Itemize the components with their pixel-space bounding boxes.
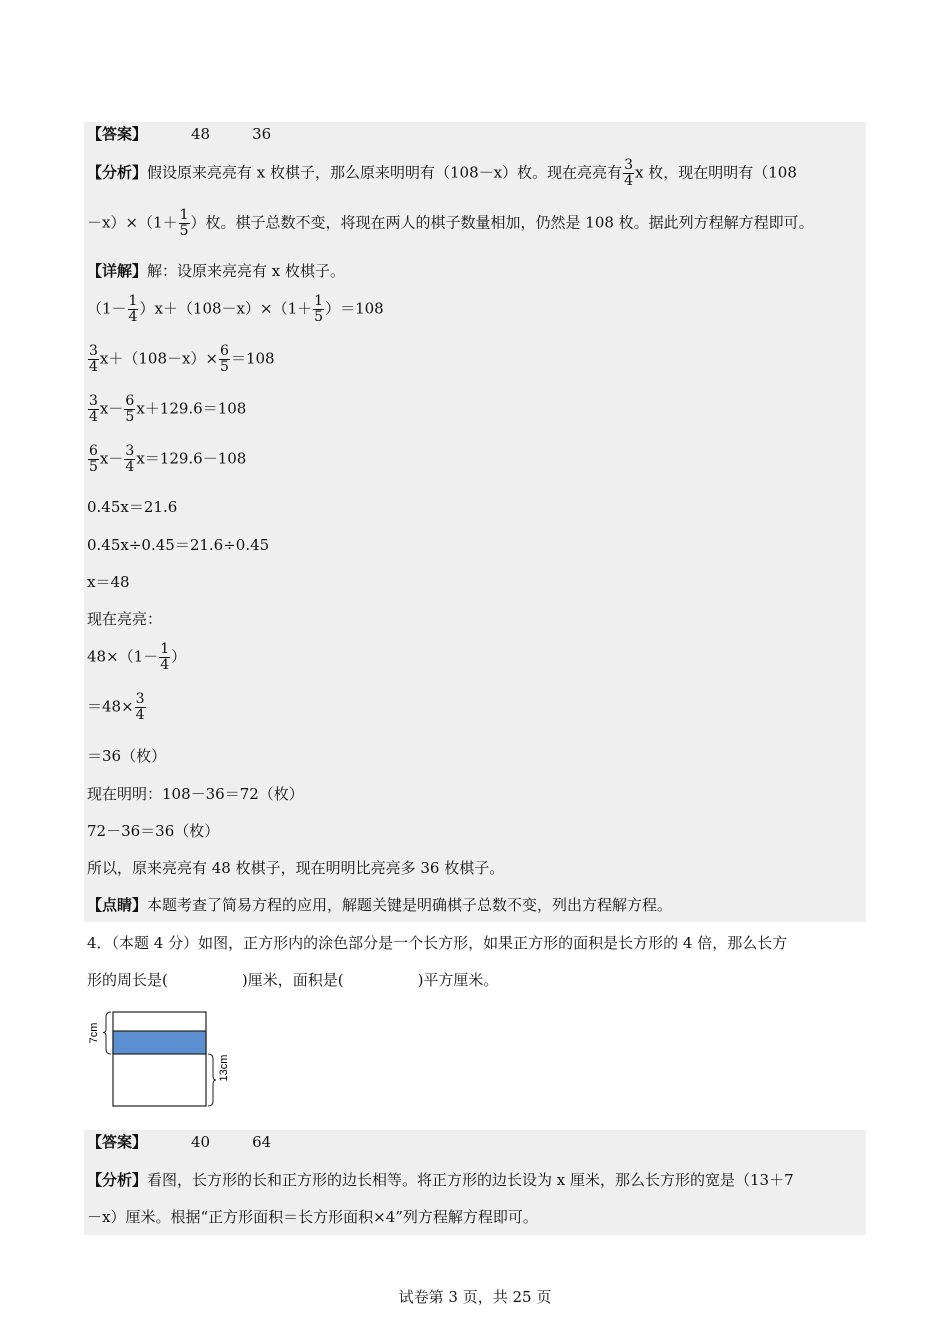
q3-comment-line: 【点睛】本题考查了简易方程的应用，解题关键是明确棋子总数不变，列出方程解方程。	[87, 896, 673, 914]
brace-right	[208, 1054, 216, 1106]
fraction-1-4: $\frac{1}{4}$	[160, 641, 170, 673]
fraction-3-4: $\frac{3}{4}$	[125, 443, 135, 475]
label-7cm: 7cm	[88, 1022, 100, 1044]
difference-line: 72－36＝36（枚）	[87, 822, 220, 840]
equation-7: x＝48	[87, 573, 130, 591]
comment-tag: 【点睛】	[87, 896, 148, 914]
fraction-6-5: $\frac{6}{5}$	[220, 343, 229, 375]
now-ming-line: 现在明明：108－36＝72（枚）	[87, 785, 304, 803]
analysis-tag: 【分析】	[87, 1171, 148, 1189]
now-liang-label: 现在亮亮：	[87, 610, 163, 628]
answer-value-2: 64	[252, 1133, 272, 1151]
square-outline	[113, 1012, 206, 1106]
equation-1: （1－ $\frac{1}{4}$ ）x＋（108－x）×（1＋ $\frac{1}{5}$ ）＝108	[87, 293, 384, 325]
answer-tag: 【答案】	[87, 125, 148, 143]
equation-4: $\frac{6}{5}$ x－ $\frac{3}{4}$ x＝129.6－108	[89, 443, 247, 475]
label-13cm: 13cm	[218, 1054, 230, 1082]
shaded-rectangle	[113, 1031, 206, 1054]
q4-answer-line	[87, 1132, 271, 1152]
detail-tag: 【详解】	[87, 262, 148, 280]
fraction-1-4: $\frac{1}{4}$	[128, 293, 138, 325]
fraction-6-5: $\frac{6}{5}$	[89, 443, 98, 475]
fraction-3-4: $\frac{3}{4}$	[624, 157, 634, 189]
fraction-3-4: $\frac{3}{4}$	[89, 343, 98, 375]
q4-analysis-line-2: －x）厘米。根据“正方形面积＝长方形面积×4”列方程解方程即可。	[87, 1208, 538, 1226]
page-footer: 试卷第 3 页，共 25 页	[398, 1288, 552, 1306]
q4-analysis-line-1: 【分析】看图，长方形的长和正方形的边长相等。将正方形的边长设为 x 厘米，那么长方形的宽是（13＋7	[87, 1171, 794, 1189]
q3-detail-intro: 【详解】解：设原来亮亮有 x 枚棋子。	[87, 262, 346, 280]
calc-1: 48×（1－ $\frac{1}{4}$ ）	[87, 641, 187, 673]
fraction-3-4: $\frac{3}{4}$	[89, 393, 98, 425]
conclusion-line: 所以，原来亮亮有 48 枚棋子，现在明明比亮亮多 36 枚棋子。	[87, 859, 505, 877]
q3-answer-line	[87, 124, 271, 144]
q3-analysis-line-1: 【分析】假设原来亮亮有 x 枚棋子，那么原来明明有（108－x）枚。现在亮亮有 $\frac{3}{4}$ x 枚，现在明明有（108	[87, 157, 797, 189]
fraction-1-5: $\frac{1}{5}$	[179, 207, 189, 239]
fraction-6-5: $\frac{6}{5}$	[125, 393, 135, 425]
equation-3: $\frac{3}{4}$ x－ $\frac{6}{5}$ x＋129.6＝108	[89, 393, 247, 425]
fraction-3-4: $\frac{3}{4}$	[135, 691, 145, 723]
answer-value-1: 40	[191, 1133, 211, 1151]
equation-5: 0.45x＝21.6	[87, 498, 178, 516]
calc-2: ＝48× $\frac{3}{4}$	[87, 691, 145, 723]
calc-3: ＝36（枚）	[87, 747, 167, 765]
equation-2: $\frac{3}{4}$ x＋（108－x）× $\frac{6}{5}$ ＝108	[89, 343, 275, 375]
brace-left	[103, 1012, 111, 1054]
analysis-tag: 【分析】	[87, 163, 148, 182]
answer-value-2: 36	[252, 125, 272, 143]
answer-value-1: 48	[191, 125, 211, 143]
fraction-1-5: $\frac{1}{5}$	[314, 293, 324, 325]
q4-square-figure	[80, 1005, 240, 1115]
equation-6: 0.45x÷0.45＝21.6÷0.45	[87, 536, 270, 554]
q4-stem-line-2: 形的周长是( )厘米，面积是( )平方厘米。	[87, 971, 499, 989]
q3-analysis-line-2: －x）×（1＋ $\frac{1}{5}$ ）枚。棋子总数不变，将现在两人的棋子数量相加，仍然是 108 枚。据此列方程解方程即可。	[87, 207, 814, 239]
q4-stem-line-1: 4．（本题 4 分）如图，正方形内的涂色部分是一个长方形，如果正方形的面积是长方形的 4 倍，那么长方	[87, 934, 788, 952]
answer-tag: 【答案】	[87, 1133, 148, 1151]
